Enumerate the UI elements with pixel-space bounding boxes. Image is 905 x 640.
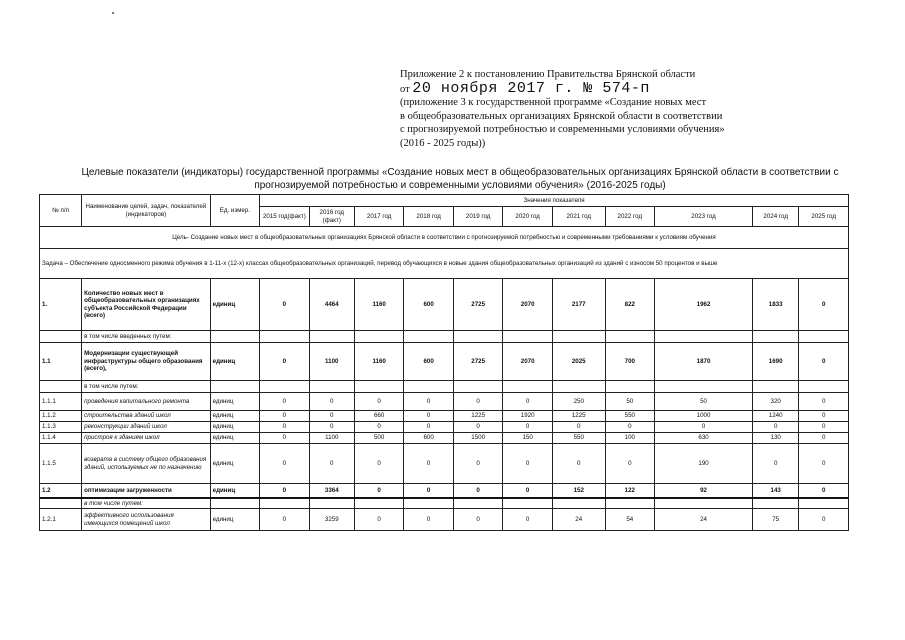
value-cell bbox=[354, 331, 404, 343]
table-row bbox=[40, 331, 849, 343]
value-cell: 0 bbox=[799, 411, 849, 422]
value-cell: 0 bbox=[260, 343, 310, 381]
value-cell bbox=[404, 331, 454, 343]
value-cell bbox=[260, 381, 310, 393]
value-cell: 0 bbox=[404, 393, 454, 411]
value-cell bbox=[552, 331, 605, 343]
table-head bbox=[40, 195, 849, 227]
value-cell: 0 bbox=[260, 433, 310, 444]
scan-speck bbox=[112, 12, 114, 14]
value-cell: 0 bbox=[753, 422, 799, 433]
table-row bbox=[40, 393, 849, 411]
value-cell bbox=[799, 331, 849, 343]
row-indicator-name: реконструкции зданий школ bbox=[82, 422, 211, 433]
col-header-values: Значения показателя bbox=[260, 195, 849, 207]
table-row bbox=[40, 411, 849, 422]
value-cell: 0 bbox=[404, 484, 454, 498]
value-cell: 0 bbox=[309, 411, 354, 422]
value-cell: 143 bbox=[753, 484, 799, 498]
table-row bbox=[40, 381, 849, 393]
value-cell bbox=[799, 381, 849, 393]
value-cell: 0 bbox=[453, 422, 503, 433]
appendix-header bbox=[400, 68, 860, 150]
value-cell: 0 bbox=[260, 279, 310, 331]
value-cell: 0 bbox=[503, 509, 553, 531]
value-cell bbox=[605, 498, 655, 509]
value-cell: 152 bbox=[552, 484, 605, 498]
table-row bbox=[40, 279, 849, 331]
header-line-6: (2016 - 2025 годы)) bbox=[400, 137, 486, 149]
value-cell: 822 bbox=[605, 279, 655, 331]
col-header-name: Наименование целей, задач, показателей (индикаторов) bbox=[82, 195, 211, 227]
value-cell: 92 bbox=[655, 484, 753, 498]
row-number: 1.1.5 bbox=[40, 444, 82, 484]
value-cell: 600 bbox=[404, 279, 454, 331]
value-cell: 0 bbox=[503, 422, 553, 433]
value-cell bbox=[453, 331, 503, 343]
title-line-2: прогнозируемой потребностью и современными условиями обучения» (2016-2025 годы) bbox=[254, 180, 666, 191]
value-cell bbox=[309, 498, 354, 509]
col-header-unit: Ед. измер. bbox=[210, 195, 260, 227]
col-header-num: № п/п bbox=[40, 195, 82, 227]
row-number bbox=[40, 498, 82, 509]
value-cell: 1690 bbox=[753, 343, 799, 381]
header-date-prefix: от bbox=[400, 83, 410, 95]
header-line-2 bbox=[400, 79, 860, 97]
value-cell: 1100 bbox=[309, 343, 354, 381]
value-cell: 0 bbox=[453, 484, 503, 498]
value-cell: 0 bbox=[503, 484, 553, 498]
value-cell: 24 bbox=[655, 509, 753, 531]
row-indicator-name: проведения капитального ремонта bbox=[82, 393, 211, 411]
value-cell: 24 bbox=[552, 509, 605, 531]
year-header-cell: 2019 год bbox=[453, 207, 503, 227]
value-cell: 0 bbox=[799, 279, 849, 331]
row-number: 1. bbox=[40, 279, 82, 331]
row-number: 1.1.3 bbox=[40, 422, 82, 433]
value-cell bbox=[753, 498, 799, 509]
row-unit bbox=[210, 331, 260, 343]
value-cell bbox=[453, 498, 503, 509]
value-cell: 0 bbox=[354, 422, 404, 433]
row-unit: единиц bbox=[210, 411, 260, 422]
value-cell: 0 bbox=[260, 422, 310, 433]
value-cell: 0 bbox=[753, 444, 799, 484]
value-cell: 0 bbox=[354, 509, 404, 531]
year-header-cell: 2024 год bbox=[753, 207, 799, 227]
year-header-cell: 2018 год bbox=[404, 207, 454, 227]
value-cell: 700 bbox=[605, 343, 655, 381]
value-cell bbox=[605, 331, 655, 343]
value-cell: 0 bbox=[799, 433, 849, 444]
value-cell: 150 bbox=[503, 433, 553, 444]
value-cell bbox=[404, 381, 454, 393]
row-unit: единиц bbox=[210, 444, 260, 484]
value-cell bbox=[309, 381, 354, 393]
value-cell: 0 bbox=[309, 422, 354, 433]
value-cell: 0 bbox=[309, 444, 354, 484]
row-unit: единиц bbox=[210, 343, 260, 381]
table-row bbox=[40, 509, 849, 531]
row-unit: единиц bbox=[210, 484, 260, 498]
value-cell: 1920 bbox=[503, 411, 553, 422]
value-cell bbox=[309, 331, 354, 343]
value-cell: 50 bbox=[655, 393, 753, 411]
value-cell: 130 bbox=[753, 433, 799, 444]
value-cell: 0 bbox=[309, 393, 354, 411]
value-cell bbox=[753, 381, 799, 393]
year-header-cell: 2016 год (факт) bbox=[309, 207, 354, 227]
year-header-cell: 2025 год bbox=[799, 207, 849, 227]
value-cell: 0 bbox=[354, 444, 404, 484]
row-number: 1.1.2 bbox=[40, 411, 82, 422]
value-cell: 4464 bbox=[309, 279, 354, 331]
row-unit bbox=[210, 381, 260, 393]
header-line-4: в общеобразовательных организациях Брянской области в соответствии bbox=[400, 110, 723, 122]
value-cell: 550 bbox=[552, 433, 605, 444]
value-cell: 0 bbox=[260, 484, 310, 498]
value-cell bbox=[354, 381, 404, 393]
value-cell: 3259 bbox=[309, 509, 354, 531]
value-cell: 0 bbox=[453, 444, 503, 484]
value-cell: 1240 bbox=[753, 411, 799, 422]
value-cell: 2025 bbox=[552, 343, 605, 381]
value-cell: 0 bbox=[453, 393, 503, 411]
row-indicator-name: строительства зданий школ bbox=[82, 411, 211, 422]
value-cell: 0 bbox=[354, 393, 404, 411]
table-row bbox=[40, 422, 849, 433]
row-number bbox=[40, 381, 82, 393]
header-line-3: (приложение 3 к государственной программе «Создание новых мест bbox=[400, 97, 707, 108]
row-indicator-name: Модернизации существующей инфраструктуры общего образования (всего), bbox=[82, 343, 211, 381]
row-indicator-name: оптимизации загруженности bbox=[82, 484, 211, 498]
value-cell: 1833 bbox=[753, 279, 799, 331]
value-cell: 0 bbox=[655, 422, 753, 433]
row-indicator-name: в том числе введенных путем: bbox=[82, 331, 211, 343]
value-cell: 600 bbox=[404, 433, 454, 444]
value-cell: 1225 bbox=[552, 411, 605, 422]
row-indicator-name: Количество новых мест в общеобразовательных организациях субъекта Российской Федерации (всего) bbox=[82, 279, 211, 331]
header-line-5: с прогнозируемой потребностью и современными условиями обучения» bbox=[400, 124, 725, 135]
row-unit: единиц bbox=[210, 509, 260, 531]
value-cell: 500 bbox=[354, 433, 404, 444]
value-cell: 250 bbox=[552, 393, 605, 411]
value-cell: 0 bbox=[605, 444, 655, 484]
row-indicator-name: пристроя к зданиям школ bbox=[82, 433, 211, 444]
row-indicator-name: эффективного использования имеющихся помещений школ bbox=[82, 509, 211, 531]
value-cell: 0 bbox=[260, 509, 310, 531]
value-cell bbox=[503, 381, 553, 393]
table-row bbox=[40, 343, 849, 381]
value-cell: 630 bbox=[655, 433, 753, 444]
row-number: 1.1 bbox=[40, 343, 82, 381]
value-cell bbox=[552, 498, 605, 509]
value-cell: 54 bbox=[605, 509, 655, 531]
row-indicator-name: возврата в систему общего образования зданий, используемых не по назначению bbox=[82, 444, 211, 484]
value-cell: 1500 bbox=[453, 433, 503, 444]
value-cell: 0 bbox=[453, 509, 503, 531]
value-cell: 1160 bbox=[354, 343, 404, 381]
value-cell: 0 bbox=[354, 484, 404, 498]
value-cell bbox=[799, 498, 849, 509]
value-cell: 600 bbox=[404, 343, 454, 381]
value-cell: 0 bbox=[404, 444, 454, 484]
value-cell: 0 bbox=[799, 393, 849, 411]
value-cell bbox=[260, 498, 310, 509]
value-cell bbox=[453, 381, 503, 393]
table-body bbox=[40, 227, 849, 531]
indicators-table bbox=[39, 194, 849, 531]
value-cell: 0 bbox=[799, 343, 849, 381]
value-cell: 0 bbox=[260, 393, 310, 411]
row-unit: единиц bbox=[210, 422, 260, 433]
value-cell: 2725 bbox=[453, 343, 503, 381]
row-number: 1.1.1 bbox=[40, 393, 82, 411]
value-cell: 2177 bbox=[552, 279, 605, 331]
task-row: Задача – Обеспечение односменного режима обучения в 1-11-х (12-х) классах общеобразовательных организаций, перевод обучающихся в новые здания общеобразовательных организаций из зданий с износом 50 процентов и выше bbox=[40, 249, 849, 279]
year-header-cell: 2021 год bbox=[552, 207, 605, 227]
value-cell: 3364 bbox=[309, 484, 354, 498]
value-cell bbox=[404, 498, 454, 509]
year-header-cell: 2022 год bbox=[605, 207, 655, 227]
goal-row: Цель- Создание новых мест в общеобразовательных организациях Брянской области в соответствии с прогнозируемой потребностью и современными требованиями к условиям обучения bbox=[40, 227, 849, 249]
value-cell: 0 bbox=[404, 422, 454, 433]
value-cell: 0 bbox=[404, 411, 454, 422]
value-cell: 1870 bbox=[655, 343, 753, 381]
value-cell bbox=[503, 331, 553, 343]
value-cell: 75 bbox=[753, 509, 799, 531]
value-cell bbox=[552, 381, 605, 393]
value-cell: 190 bbox=[655, 444, 753, 484]
header-line-1: Приложение 2 к постановлению Правительства Брянской области bbox=[400, 69, 696, 80]
row-number: 1.2.1 bbox=[40, 509, 82, 531]
value-cell: 0 bbox=[799, 422, 849, 433]
row-unit: единиц bbox=[210, 393, 260, 411]
value-cell: 0 bbox=[260, 444, 310, 484]
table-row bbox=[40, 484, 849, 498]
value-cell: 122 bbox=[605, 484, 655, 498]
table-row bbox=[40, 498, 849, 509]
row-indicator-name: в том числе путем: bbox=[82, 381, 211, 393]
value-cell: 0 bbox=[799, 444, 849, 484]
value-cell: 0 bbox=[799, 484, 849, 498]
title-line-1: Целевые показатели (индикаторы) государственной программы «Создание новых мест в общеобразовательных организациях Брянской области в соответствии с bbox=[81, 167, 839, 178]
value-cell: 100 bbox=[605, 433, 655, 444]
value-cell bbox=[354, 498, 404, 509]
year-header-cell: 2017 год bbox=[354, 207, 404, 227]
value-cell bbox=[655, 331, 753, 343]
value-cell: 50 bbox=[605, 393, 655, 411]
value-cell: 550 bbox=[605, 411, 655, 422]
row-number: 1.1.4 bbox=[40, 433, 82, 444]
value-cell bbox=[605, 381, 655, 393]
row-number: 1.2 bbox=[40, 484, 82, 498]
document-title bbox=[60, 166, 860, 192]
value-cell: 1225 bbox=[453, 411, 503, 422]
value-cell bbox=[655, 381, 753, 393]
value-cell: 2725 bbox=[453, 279, 503, 331]
value-cell: 0 bbox=[552, 422, 605, 433]
row-unit: единиц bbox=[210, 433, 260, 444]
row-number bbox=[40, 331, 82, 343]
value-cell: 0 bbox=[799, 509, 849, 531]
row-unit bbox=[210, 498, 260, 509]
value-cell bbox=[655, 498, 753, 509]
value-cell: 0 bbox=[552, 444, 605, 484]
header-date-number: 20 ноября 2017 г. № 574-п bbox=[412, 79, 650, 97]
value-cell bbox=[753, 331, 799, 343]
value-cell: 0 bbox=[605, 422, 655, 433]
value-cell: 1100 bbox=[309, 433, 354, 444]
value-cell: 0 bbox=[503, 393, 553, 411]
value-cell: 1000 bbox=[655, 411, 753, 422]
row-unit: единиц bbox=[210, 279, 260, 331]
year-header-cell: 2015 год(факт) bbox=[260, 207, 310, 227]
year-header-cell: 2020 год bbox=[503, 207, 553, 227]
value-cell: 0 bbox=[260, 411, 310, 422]
table-row bbox=[40, 433, 849, 444]
value-cell: 2070 bbox=[503, 343, 553, 381]
row-indicator-name: в том числе путем: bbox=[82, 498, 211, 509]
value-cell: 320 bbox=[753, 393, 799, 411]
value-cell: 660 bbox=[354, 411, 404, 422]
year-header-cell: 2023 год bbox=[655, 207, 753, 227]
value-cell bbox=[260, 331, 310, 343]
value-cell: 2070 bbox=[503, 279, 553, 331]
value-cell: 1962 bbox=[655, 279, 753, 331]
value-cell: 0 bbox=[404, 509, 454, 531]
value-cell bbox=[503, 498, 553, 509]
table-row bbox=[40, 444, 849, 484]
value-cell: 1160 bbox=[354, 279, 404, 331]
value-cell: 0 bbox=[503, 444, 553, 484]
